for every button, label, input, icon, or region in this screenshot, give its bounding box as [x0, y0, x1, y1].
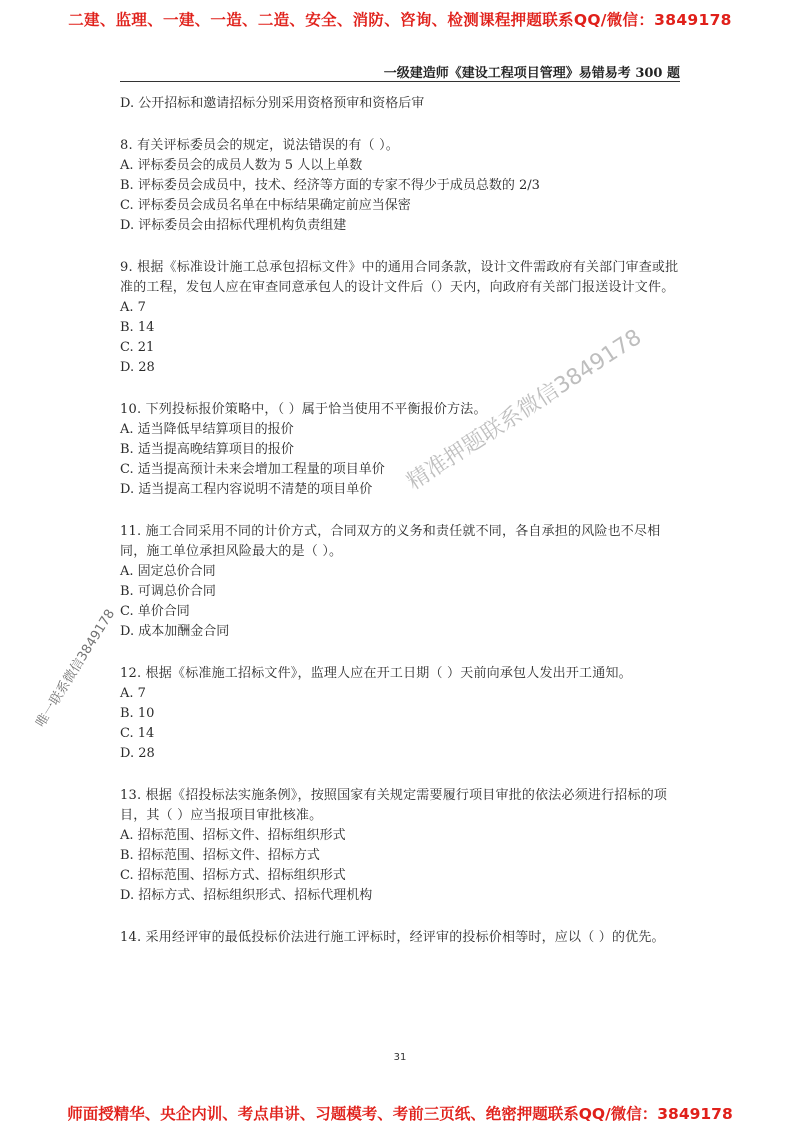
- question-stem: 14. 采用经评审的最低投标价法进行施工评标时，经评审的投标价相等时，应以（ ）的优先。: [120, 930, 665, 945]
- question-block: [120, 928, 680, 948]
- question-block: [120, 786, 680, 906]
- top-banner: 二建、监理、一建、一造、二造、安全、消防、咨询、检测课程押题联系QQ/微信：3849178: [68, 11, 732, 29]
- question-option: C. 适当提高预计未来会增加工程量的项目单价: [120, 462, 385, 477]
- question-option: C. 评标委员会成员名单在中标结果确定前应当保密: [120, 198, 411, 213]
- page-number: 31: [393, 1052, 407, 1063]
- question-spacer: [120, 236, 680, 258]
- question-option: C. 21: [120, 340, 155, 355]
- question-option: D. 28: [120, 746, 155, 761]
- question-spacer: [120, 642, 680, 664]
- question-spacer: [120, 378, 680, 400]
- question-option: A. 7: [120, 300, 146, 315]
- bottom-banner: 师面授精华、央企内训、考点串讲、习题模考、考前三页纸、绝密押题联系QQ/微信：3849178: [67, 1105, 733, 1123]
- question-option: D. 适当提高工程内容说明不清楚的项目单价: [120, 482, 373, 497]
- question-option: D. 28: [120, 360, 155, 375]
- question-option: D. 成本加酬金合同: [120, 624, 230, 639]
- question-option: A. 招标范围、招标文件、招标组织形式: [120, 828, 346, 843]
- question-stem: 8. 有关评标委员会的规定，说法错误的有（ ）。: [120, 138, 399, 153]
- question-stem: 9. 根据《标准设计施工总承包招标文件》中的通用合同条款，设计文件需政府有关部门审查或批准的工程，发包人应在审查同意承包人的设计文件后（）天内，向政府有关部门报送设计文件。: [120, 260, 679, 295]
- question-option: B. 招标范围、招标文件、招标方式: [120, 848, 320, 863]
- question-stem: 11. 施工合同采用不同的计价方式，合同双方的义务和责任就不同，各自承担的风险也不尽相同，施工单位承担风险最大的是（ ）。: [120, 524, 661, 559]
- question-spacer: [120, 906, 680, 928]
- question-option: B. 10: [120, 706, 155, 721]
- question-option: A. 7: [120, 686, 146, 701]
- question-option: A. 适当降低早结算项目的报价: [120, 422, 294, 437]
- watermark-main: 精准押题联系微信3849178: [402, 324, 647, 496]
- question-option: C. 招标范围、招标方式、招标组织形式: [120, 868, 346, 883]
- question-option: D. 评标委员会由招标代理机构负责组建: [120, 218, 347, 233]
- question-option: C. 单价合同: [120, 604, 190, 619]
- question-spacer: [120, 764, 680, 786]
- header-title: 一级建造师《建设工程项目管理》易错易考 300 题: [383, 66, 680, 81]
- page-content: [120, 94, 680, 948]
- question-block: [120, 136, 680, 236]
- question-option: B. 评标委员会成员中，技术、经济等方面的专家不得少于成员总数的 2/3: [120, 178, 540, 193]
- header-divider: [120, 81, 680, 82]
- question-block: [120, 664, 680, 764]
- question-option: B. 14: [120, 320, 155, 335]
- question-stem: 10. 下列投标报价策略中，（ ）属于恰当使用不平衡报价方法。: [120, 402, 487, 417]
- question-option: B. 可调总价合同: [120, 584, 216, 599]
- question-stem: 12. 根据《标准施工招标文件》，监理人应在开工日期（ ）天前向承包人发出开工通知。: [120, 666, 632, 681]
- question-option: C. 14: [120, 726, 155, 741]
- question-option: B. 适当提高晚结算项目的报价: [120, 442, 294, 457]
- question-stem: 13. 根据《招投标法实施条例》，按照国家有关规定需要履行项目审批的依法必须进行招标的项目，其（ ）应当报项目审批核准。: [120, 788, 668, 823]
- watermark-side: 唯一联系微信3849178: [33, 606, 119, 731]
- question-option: A. 评标委员会的成员人数为 5 人以上单数: [120, 158, 363, 173]
- question-option: D. 招标方式、招标组织形式、招标代理机构: [120, 888, 373, 903]
- leading-option: D. 公开招标和邀请招标分别采用资格预审和资格后审: [120, 96, 425, 111]
- question-block: [120, 400, 680, 500]
- question-option: A. 固定总价合同: [120, 564, 216, 579]
- question-spacer: [120, 500, 680, 522]
- question-spacer: [120, 114, 680, 136]
- question-block: [120, 522, 680, 642]
- question-list: [120, 114, 680, 948]
